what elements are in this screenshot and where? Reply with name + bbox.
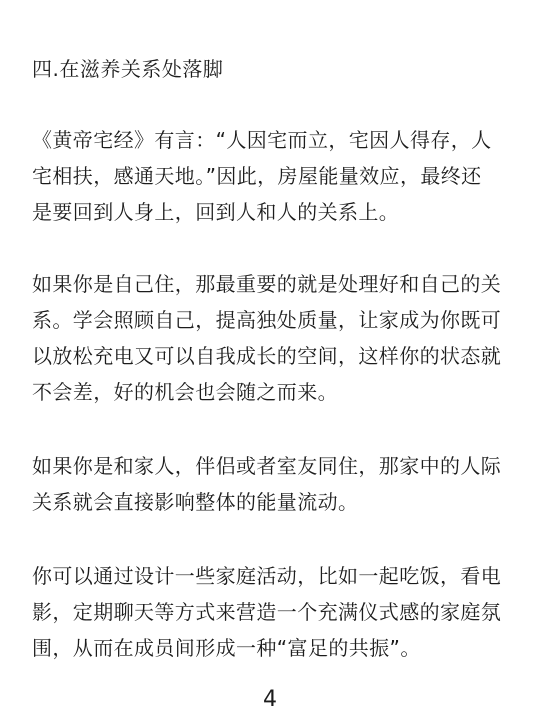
page-number: 4	[263, 687, 277, 712]
paragraph-line: 系。学会照顾自己，提高独处质量，让家成为你既可	[32, 308, 502, 332]
paragraph-line: 《黄帝宅经》有言：“人因宅而立，宅因人得存，人	[32, 128, 492, 152]
paragraph-line: 影，定期聊天等方式来营造一个充满仪式感的家庭氛	[32, 600, 502, 624]
paragraph-line: 你可以通过设计一些家庭活动，比如一起吃饭，看电	[32, 564, 502, 588]
paragraph-line: 是要回到人身上，回到人和人的关系上。	[32, 200, 400, 224]
paragraph	[32, 266, 510, 410]
paragraph-line: 围，从而在成员间形成一种“富足的共振”。	[32, 636, 421, 660]
paragraph-line: 如果你是自己住，那最重要的就是处理好和自己的关	[32, 272, 502, 296]
paragraph-line: 以放松充电又可以自我成长的空间，这样你的状态就	[32, 344, 502, 368]
paragraph	[32, 558, 510, 666]
paragraph-line: 关系就会直接影响整体的能量流动。	[32, 490, 359, 514]
paragraph	[32, 448, 510, 520]
paragraph-line: 不会差，好的机会也会随之而来。	[32, 380, 338, 404]
paragraph	[32, 122, 510, 230]
paragraph-line: 如果你是和家人，伴侣或者室友同住，那家中的人际	[32, 454, 502, 478]
section-heading: 四.在滋养关系处落脚	[32, 57, 224, 81]
paragraph-line: 宅相扶，感通天地。”因此，房屋能量效应，最终还	[32, 164, 482, 188]
